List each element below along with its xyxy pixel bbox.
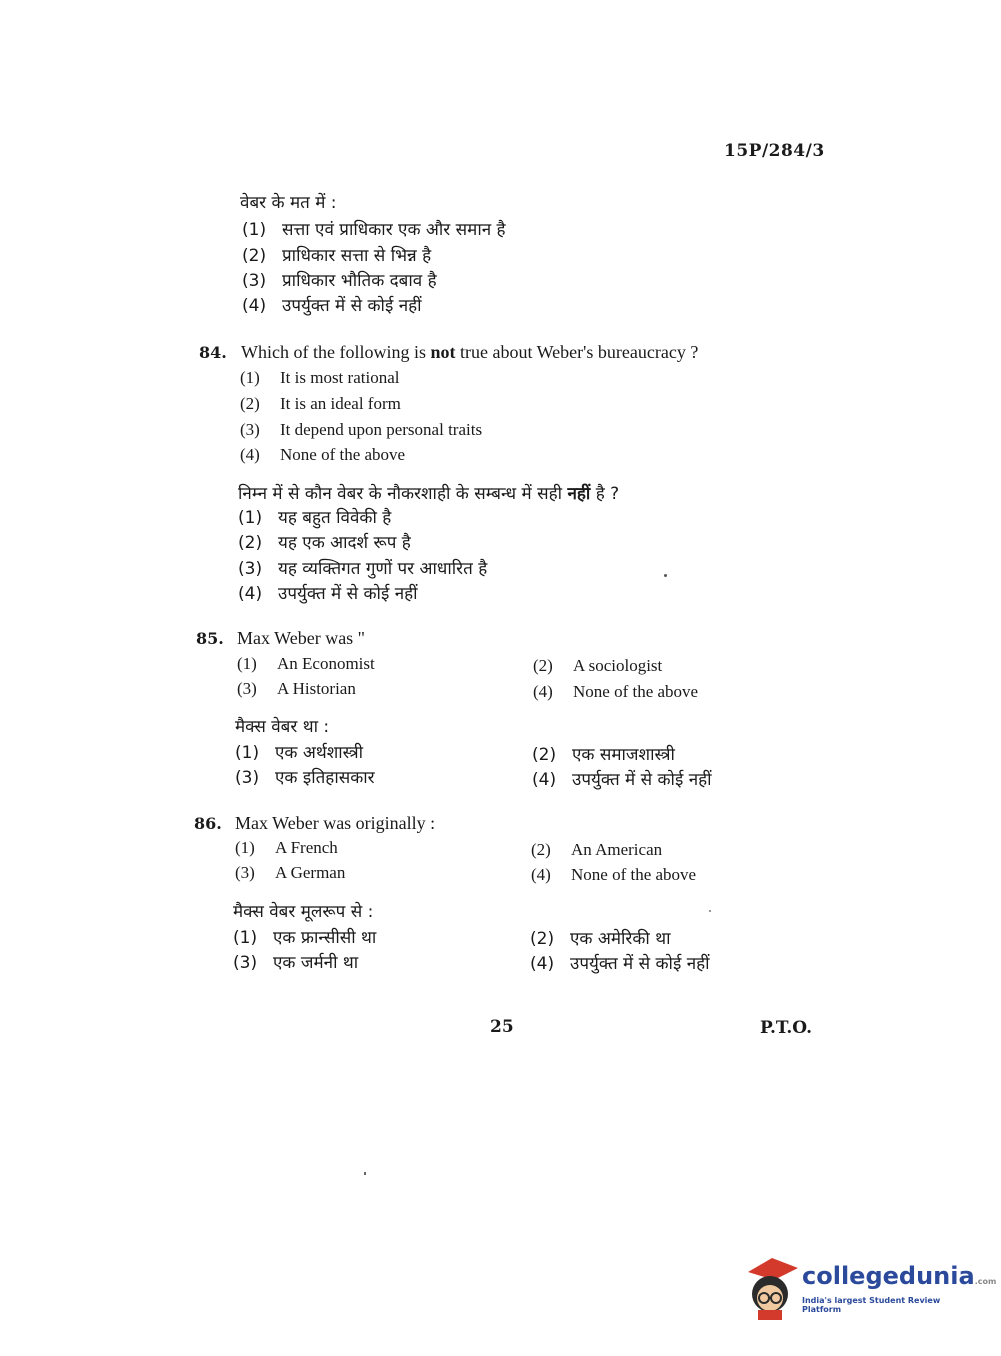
- q84-option-3: (3) It depend upon personal traits: [240, 420, 483, 439]
- q86-number: 86.: [194, 814, 222, 833]
- q84-option-2: (2) It is an ideal form: [240, 394, 401, 413]
- q84-number: 84.: [199, 343, 227, 362]
- q84-option-4: (4) None of the above: [240, 445, 406, 464]
- paper-code: 15P/284/3: [724, 141, 825, 161]
- q85-option-1: (1) An Economist: [237, 654, 375, 673]
- q85-number: 85.: [196, 629, 224, 648]
- mascot-icon: [742, 1252, 800, 1324]
- q85-option-3: (3) A Historian: [237, 679, 356, 698]
- scan-speck: [709, 910, 711, 912]
- q83-hindi-option-4: (4) उपर्युक्त में से कोई नहीं: [242, 296, 422, 316]
- q86-hindi-option-1: (1) एक फ्रान्सीसी था: [233, 928, 377, 948]
- q85-hindi-stem: मैक्स वेबर था :: [235, 717, 330, 737]
- scan-speck: [364, 1172, 366, 1175]
- q85-stem: Max Weber was ": [237, 628, 366, 648]
- q86-option-4: (4) None of the above: [531, 865, 697, 884]
- collegedunia-logo[interactable]: [742, 1252, 997, 1332]
- q86-hindi-option-3: (3) एक जर्मनी था: [233, 953, 359, 973]
- q85-option-2: (2) A sociologist: [533, 656, 663, 675]
- q84-hindi-option-4: (4) उपर्युक्त में से कोई नहीं: [238, 584, 418, 604]
- scan-speck: [664, 574, 667, 577]
- page-number: 25: [490, 1017, 514, 1037]
- q84-hindi-option-3: (3) यह व्यक्तिगत गुणों पर आधारित है: [238, 559, 488, 579]
- q84-hindi-option-2: (2) यह एक आदर्श रूप है: [238, 533, 411, 553]
- q84-option-1: (1) It is most rational: [240, 368, 400, 387]
- q86-option-2: (2) An American: [531, 840, 663, 859]
- q86-option-1: (1) A French: [235, 838, 338, 857]
- q86-stem: Max Weber was originally :: [235, 813, 436, 833]
- q84-hindi-stem: निम्न में से कौन वेबर के नौकरशाही के सम्बन्ध में सही नहीं है ?: [238, 484, 620, 504]
- q85-hindi-option-2: (2) एक समाजशास्त्री: [532, 745, 675, 765]
- q86-option-3: (3) A German: [235, 863, 346, 882]
- q86-hindi-option-2: (2) एक अमेरिकी था: [530, 929, 671, 949]
- logo-tagline: India's largest Student Review Platform: [802, 1296, 941, 1314]
- q83-hindi-option-2: (2) प्राधिकार सत्ता से भिन्न है: [242, 246, 432, 266]
- q84-stem: Which of the following is not true about Weber's bureaucracy ?: [241, 342, 699, 362]
- q83-hindi-stem: वेबर के मत में :: [240, 193, 337, 213]
- q83-hindi-option-1: (1) सत्ता एवं प्राधिकार एक और समान है: [242, 220, 506, 240]
- logo-wordmark: collegedunia.com: [802, 1262, 997, 1290]
- q86-hindi-stem: मैक्स वेबर मूलरूप से :: [233, 902, 374, 922]
- q85-hindi-option-1: (1) एक अर्थशास्त्री: [235, 743, 364, 763]
- q83-hindi-option-3: (3) प्राधिकार भौतिक दबाव है: [242, 271, 437, 291]
- q85-option-4: (4) None of the above: [533, 682, 699, 701]
- q84-hindi-option-1: (1) यह बहुत विवेकी है: [238, 508, 392, 528]
- pto-label: P.T.O.: [760, 1018, 812, 1038]
- q86-hindi-option-4: (4) उपर्युक्त में से कोई नहीं: [530, 954, 710, 974]
- q85-hindi-option-3: (3) एक इतिहासकार: [235, 768, 375, 788]
- q85-hindi-option-4: (4) उपर्युक्त में से कोई नहीं: [532, 770, 712, 790]
